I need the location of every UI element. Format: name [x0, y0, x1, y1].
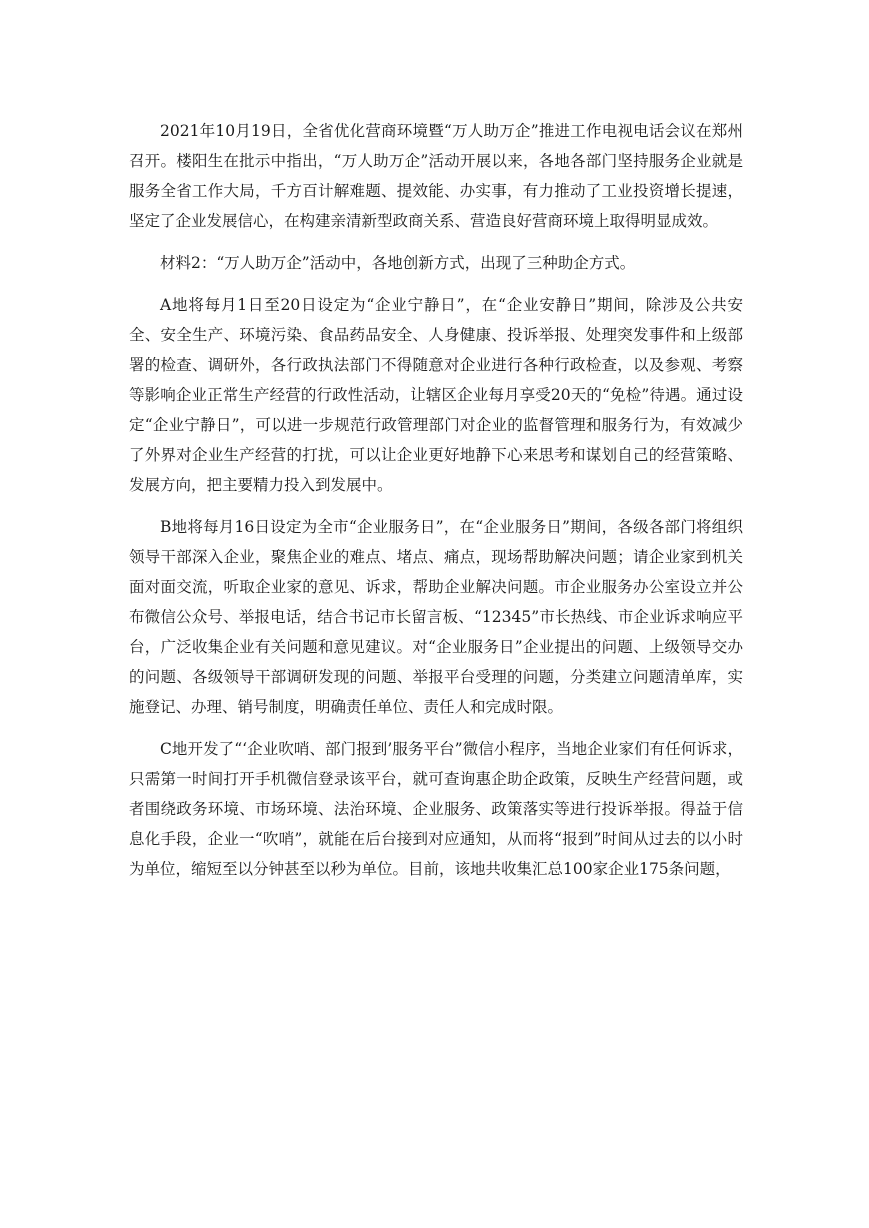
paragraph-region-b: B地将每月16日设定为全市“企业服务日”，在“企业服务日”期间，各级各部门将组织领导干部深入企业，聚焦企业的难点、堵点、痛点，现场帮助解决问题；请企业家到机关面对面交流，听取企业家的意见、诉求，帮助企业解决问题。市企业服务办公室设立并公布微信公众号、举报电话，结合书记市长留言板、“12345”市长热线、市企业诉求响应平台，广泛收集企业有关问题和意见建议。对“企业服务日”企业提出的问题、上级领导交办的问题、各级领导干部调研发现的问题、举报平台受理的问题，分类建立问题清单库，实施登记、办理、销号制度，明确责任单位、责任人和完成时限。 [129, 518, 743, 716]
paragraph-region-a: A地将每月1日至20日设定为“企业宁静日”，在“企业安静日”期间，除涉及公共安全、安全生产、环境污染、食品药品安全、人身健康、投诉举报、处理突发事件和上级部署的检查、调研外，各行政执法部门不得随意对企业进行各种行政检查，以及参观、考察等影响企业正常生产经营的行政性活动，让辖区企业每月享受20天的“免检”待遇。通过设定“企业宁静日”，可以进一步规范行政管理部门对企业的监督管理和服务行为，有效减少了外界对企业生产经营的打扰，可以让企业更好地静下心来思考和谋划自己的经营策略、发展方向，把主要精力投入到发展中。 [129, 296, 743, 494]
paragraph-meeting-intro: 2021年10月19日，全省优化营商环境暨“万人助万企”推进工作电视电话会议在郑州召开。楼阳生在批示中指出，“万人助万企”活动开展以来，各地各部门坚持服务企业就是服务全省工作大局，千方百计解难题、提效能、办实事，有力推动了工业投资增长提速，坚定了企业发展信心，在构建亲清新型政商关系、营造良好营商环境上取得明显成效。 [129, 122, 743, 230]
paragraph-material-2: 材料2：“万人助万企”活动中，各地创新方式，出现了三种助企方式。 [160, 254, 636, 272]
paragraph-region-c: C地开发了“‘企业吹哨、部门报到’服务平台”微信小程序，当地企业家们有任何诉求，只需第一时间打开手机微信登录该平台，就可查询惠企助企政策，反映生产经营问题，或者围绕政务环境、市场环境、法治环境、企业服务、政策落实等进行投诉举报。得益于信息化手段，企业一“吹哨”，就能在后台接到对应通知，从而将“报到”时间从过去的以小时为单位，缩短至以分钟甚至以秒为单位。目前，该地共收集汇总100家企业175条问题， [129, 740, 743, 878]
document-body [129, 116, 743, 896]
